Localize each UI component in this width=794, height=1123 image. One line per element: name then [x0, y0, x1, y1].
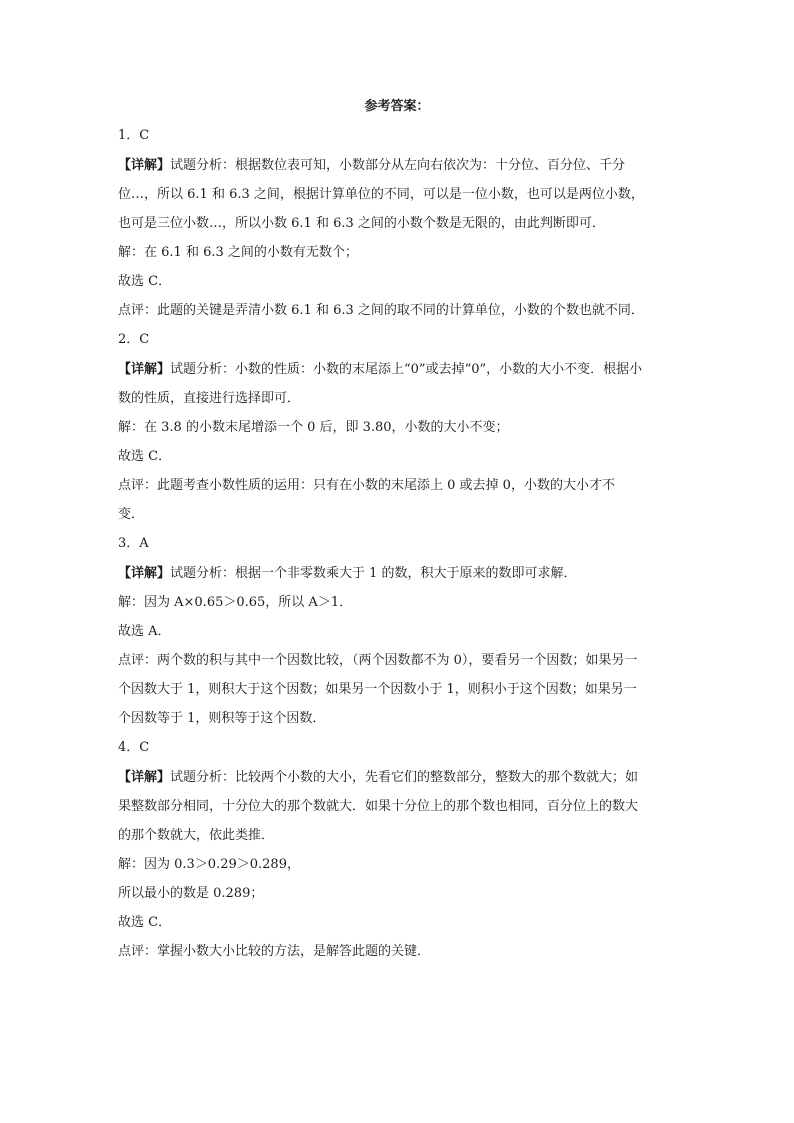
solution-line: 解：在 6.1 和 6.3 之间的小数有无数个；	[118, 245, 358, 260]
solution-line: 解：因为 A×0.65＞0.65，所以 A＞1．	[118, 595, 353, 610]
page-title: 参考答案：	[364, 99, 430, 114]
analysis-text: 试题分析：根据数位表可知，小数部分从左向右依次为：十分位、百分位、千分	[170, 158, 626, 173]
comment-line: 点评：此题的关键是弄清小数 6.1 和 6.3 之间的取不同的计算单位，小数的个数也就不同．	[118, 303, 644, 318]
item-number: 1．C	[118, 128, 150, 143]
comment-line: 个因数等于 1，则积等于这个因数．	[118, 711, 326, 726]
comment-line: 点评：两个数的积与其中一个因数比较，（两个因数都不为 0），要看另一个因数；如果另一	[118, 653, 638, 668]
detail-line	[118, 151, 680, 180]
item-number: 4．C	[118, 740, 150, 755]
choice-line: 故选 C．	[118, 449, 172, 464]
choice-line: 故选 C．	[118, 274, 172, 289]
solution-line: 所以最小的数是 0.289；	[118, 886, 264, 901]
solution-line: 解：在 3.8 的小数末尾增添一个 0 后，即 3.80，小数的大小不变；	[118, 420, 509, 435]
answer-item-3	[118, 529, 680, 733]
detail-tag: 【详解】	[118, 158, 171, 173]
detail-line	[118, 559, 680, 588]
answer-content	[118, 121, 680, 966]
analysis-line: 的那个数就大，依此类推．	[118, 828, 275, 843]
detail-tag: 【详解】	[118, 362, 171, 377]
answer-item-2	[118, 325, 680, 529]
detail-line	[118, 355, 680, 384]
answer-item-4	[118, 733, 680, 966]
item-number: 3．A	[118, 536, 149, 551]
choice-line: 故选 A．	[118, 624, 171, 639]
analysis-line: 数的性质，直接进行选择即可．	[118, 391, 301, 406]
analysis-line: 位…，所以 6.1 和 6.3 之间，根据计算单位的不同，可以是一位小数，也可以是两位小数，	[118, 187, 644, 202]
solution-line: 解：因为 0.3＞0.29＞0.289，	[118, 857, 300, 872]
comment-line: 个因数大于 1，则积大于这个因数；如果另一个因数小于 1，则积小于这个因数；如果另一	[118, 682, 637, 697]
choice-line: 故选 C．	[118, 915, 172, 930]
answer-item-1	[118, 121, 680, 325]
analysis-text: 试题分析：小数的性质：小数的末尾添上“0”或去掉“0”，小数的大小不变．根据小	[170, 362, 643, 377]
detail-tag: 【详解】	[118, 566, 171, 581]
comment-line: 点评：掌握小数大小比较的方法，是解答此题的关键．	[118, 944, 431, 959]
comment-line: 变．	[118, 507, 145, 522]
detail-line	[118, 763, 680, 792]
comment-line: 点评：此题考查小数性质的运用：只有在小数的末尾添上 0 或去掉 0，小数的大小才不	[118, 478, 615, 493]
detail-tag: 【详解】	[118, 770, 171, 785]
analysis-text: 试题分析：根据一个非零数乘大于 1 的数，积大于原来的数即可求解．	[170, 566, 577, 581]
analysis-text: 试题分析：比较两个小数的大小，先看它们的整数部分，整数大的那个数就大；如	[170, 770, 639, 785]
analysis-line: 也可是三位小数…，所以小数 6.1 和 6.3 之间的小数个数是无限的，由此判断即可．	[118, 216, 605, 231]
item-number: 2．C	[118, 332, 150, 347]
analysis-line: 果整数部分相同，十分位大的那个数就大．如果十分位上的那个数也相同，百分位上的数大	[118, 799, 639, 814]
